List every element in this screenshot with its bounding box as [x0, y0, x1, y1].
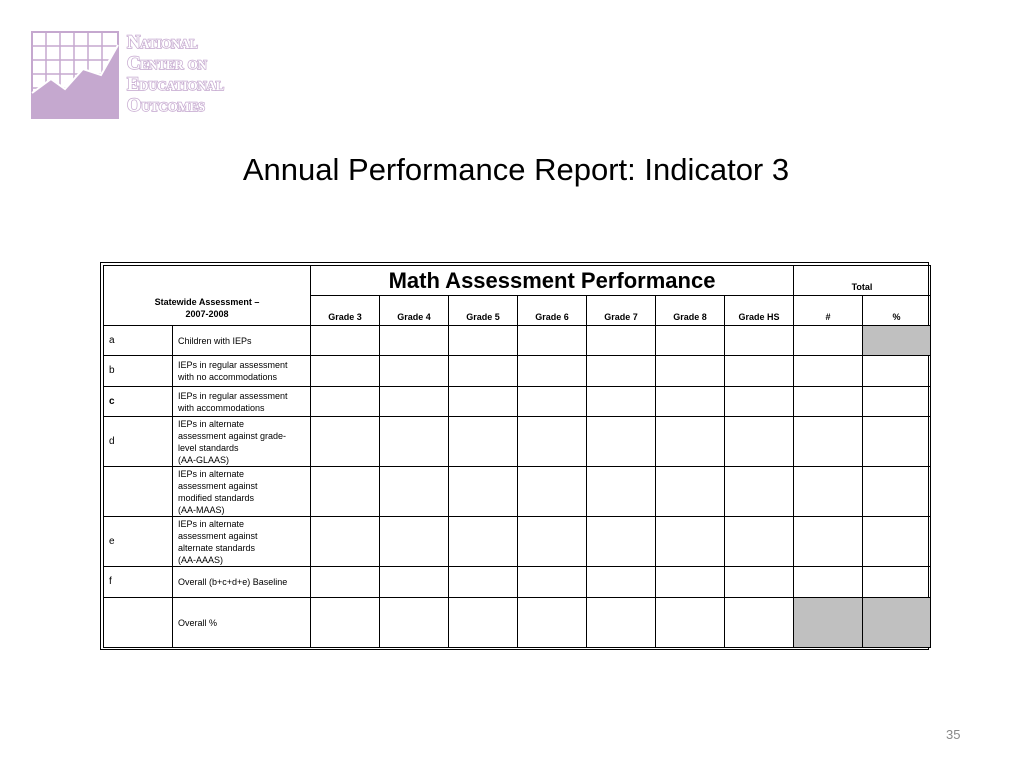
data-cell[interactable]	[587, 387, 656, 417]
logo-line: Outcomes	[127, 96, 205, 116]
row-label-line: IEPs in regular assessment	[178, 390, 288, 401]
data-cell[interactable]	[794, 417, 863, 467]
row-label-line: level standards	[178, 442, 239, 453]
header-line: Statewide Assessment –	[154, 297, 260, 307]
data-cell[interactable]	[587, 467, 656, 517]
data-cell[interactable]	[863, 356, 931, 387]
data-cell[interactable]	[794, 567, 863, 598]
data-cell[interactable]	[656, 417, 725, 467]
logo-line: Center on	[127, 54, 207, 74]
data-cell[interactable]	[518, 517, 587, 567]
data-cell[interactable]	[794, 467, 863, 517]
row-code: a	[104, 326, 173, 356]
row-code	[104, 467, 173, 517]
slide-title: Annual Performance Report: Indicator 3	[242, 152, 790, 187]
total-header: Total	[794, 266, 931, 296]
grade-header: Grade 8	[656, 296, 725, 326]
data-cell[interactable]	[863, 387, 931, 417]
row-label-line: assessment against grade-	[178, 430, 287, 441]
total-col-header: %	[863, 296, 931, 326]
row-label	[173, 517, 311, 567]
data-cell[interactable]	[449, 326, 518, 356]
row-label-line: Children with IEPs	[178, 335, 252, 346]
data-cell[interactable]	[518, 387, 587, 417]
data-cell[interactable]	[380, 567, 449, 598]
data-cell[interactable]	[863, 598, 931, 648]
table-row	[104, 467, 931, 517]
data-cell[interactable]	[656, 326, 725, 356]
data-cell[interactable]	[518, 467, 587, 517]
row-label-line: with accommodations	[178, 402, 265, 413]
grade-header: Grade HS	[725, 296, 794, 326]
data-cell[interactable]	[794, 326, 863, 356]
data-cell[interactable]	[794, 598, 863, 648]
nceo-logo	[31, 31, 261, 121]
statewide-assessment-header	[104, 266, 311, 326]
data-cell[interactable]	[311, 567, 380, 598]
data-cell[interactable]	[587, 326, 656, 356]
data-cell[interactable]	[311, 356, 380, 387]
data-cell[interactable]	[656, 387, 725, 417]
data-cell[interactable]	[380, 387, 449, 417]
row-label	[173, 326, 311, 356]
row-code: b	[104, 356, 173, 387]
data-cell[interactable]	[725, 326, 794, 356]
data-cell[interactable]	[449, 517, 518, 567]
row-label-line: (AA-MAAS)	[178, 504, 225, 515]
row-label-line: IEPs in regular assessment	[178, 360, 288, 370]
data-cell[interactable]	[587, 517, 656, 567]
data-cell[interactable]	[725, 567, 794, 598]
data-cell[interactable]	[656, 517, 725, 567]
table-row	[104, 417, 931, 467]
table-row	[104, 567, 931, 598]
grade-header: Grade 7	[587, 296, 656, 326]
row-label-line: IEPs in alternate	[178, 518, 245, 529]
data-cell[interactable]	[449, 387, 518, 417]
row-code: d	[104, 417, 173, 467]
data-cell[interactable]	[518, 567, 587, 598]
data-cell[interactable]	[587, 567, 656, 598]
logo-line: National	[127, 33, 198, 53]
table-row	[104, 598, 931, 648]
row-label-line: (AA-AAAS)	[178, 554, 224, 565]
data-cell[interactable]	[725, 598, 794, 648]
row-label-line: modified standards	[178, 492, 255, 503]
row-label	[173, 598, 311, 648]
data-cell[interactable]	[518, 356, 587, 387]
row-label	[173, 387, 311, 417]
assessment-table	[103, 265, 931, 648]
page-number: 35	[946, 727, 961, 742]
grade-header: Grade 4	[380, 296, 449, 326]
row-label-line: (AA-GLAAS)	[178, 454, 230, 465]
data-cell[interactable]	[725, 356, 794, 387]
data-cell[interactable]	[725, 467, 794, 517]
data-cell[interactable]	[311, 326, 380, 356]
row-label	[173, 356, 311, 387]
data-cell[interactable]	[656, 356, 725, 387]
table-title: Math Assessment Performance	[311, 266, 794, 296]
data-cell[interactable]	[518, 598, 587, 648]
row-label	[173, 567, 311, 598]
data-cell[interactable]	[380, 326, 449, 356]
data-cell[interactable]	[380, 467, 449, 517]
data-cell[interactable]	[794, 517, 863, 567]
data-cell[interactable]	[863, 517, 931, 567]
data-cell[interactable]	[449, 467, 518, 517]
row-code: e	[104, 517, 173, 567]
row-label-line: Overall (b+c+d+e) Baseline	[178, 577, 288, 587]
data-cell[interactable]	[311, 387, 380, 417]
data-cell[interactable]	[449, 417, 518, 467]
table-row	[104, 326, 931, 356]
data-cell[interactable]	[794, 387, 863, 417]
grade-header: Grade 3	[311, 296, 380, 326]
row-label-line: Overall %	[178, 617, 218, 628]
data-cell[interactable]	[518, 326, 587, 356]
data-cell[interactable]	[794, 356, 863, 387]
data-cell[interactable]	[587, 356, 656, 387]
header-line: 2007-2008	[185, 309, 229, 319]
assessment-table-frame	[100, 262, 929, 650]
data-cell[interactable]	[449, 356, 518, 387]
row-label	[173, 417, 311, 467]
table-row	[104, 517, 931, 567]
data-cell[interactable]	[863, 326, 931, 356]
data-cell[interactable]	[725, 417, 794, 467]
data-cell[interactable]	[311, 598, 380, 648]
row-code	[104, 598, 173, 648]
chart-grid-logo-icon	[31, 31, 119, 119]
data-cell[interactable]	[380, 356, 449, 387]
row-label	[173, 467, 311, 517]
data-cell[interactable]	[311, 517, 380, 567]
table-row	[104, 387, 931, 417]
data-cell[interactable]	[725, 387, 794, 417]
data-cell[interactable]	[587, 417, 656, 467]
grade-header: Grade 5	[449, 296, 518, 326]
row-code: c	[104, 387, 173, 417]
row-label-line: IEPs in alternate	[178, 468, 245, 479]
data-cell[interactable]	[587, 598, 656, 648]
total-col-header: #	[794, 296, 863, 326]
row-label-line: alternate standards	[178, 542, 256, 553]
data-cell[interactable]	[380, 417, 449, 467]
data-cell[interactable]	[656, 567, 725, 598]
data-cell[interactable]	[311, 417, 380, 467]
data-cell[interactable]	[725, 517, 794, 567]
row-label-line: with no accommodations	[178, 372, 278, 382]
data-cell[interactable]	[863, 417, 931, 467]
logo-wordmark	[127, 33, 224, 117]
row-label-line: assessment against	[178, 530, 258, 541]
grade-header: Grade 6	[518, 296, 587, 326]
data-cell[interactable]	[380, 517, 449, 567]
table-row	[104, 356, 931, 387]
data-cell[interactable]	[449, 567, 518, 598]
logo-line: Educational	[127, 75, 224, 95]
data-cell[interactable]	[518, 417, 587, 467]
row-code: f	[104, 567, 173, 598]
data-cell[interactable]	[656, 598, 725, 648]
data-cell[interactable]	[656, 467, 725, 517]
row-label-line: IEPs in alternate	[178, 418, 245, 429]
row-label-line: assessment against	[178, 480, 258, 491]
data-cell[interactable]	[449, 598, 518, 648]
data-cell[interactable]	[311, 467, 380, 517]
data-cell[interactable]	[380, 598, 449, 648]
data-cell[interactable]	[863, 467, 931, 517]
data-cell[interactable]	[863, 567, 931, 598]
